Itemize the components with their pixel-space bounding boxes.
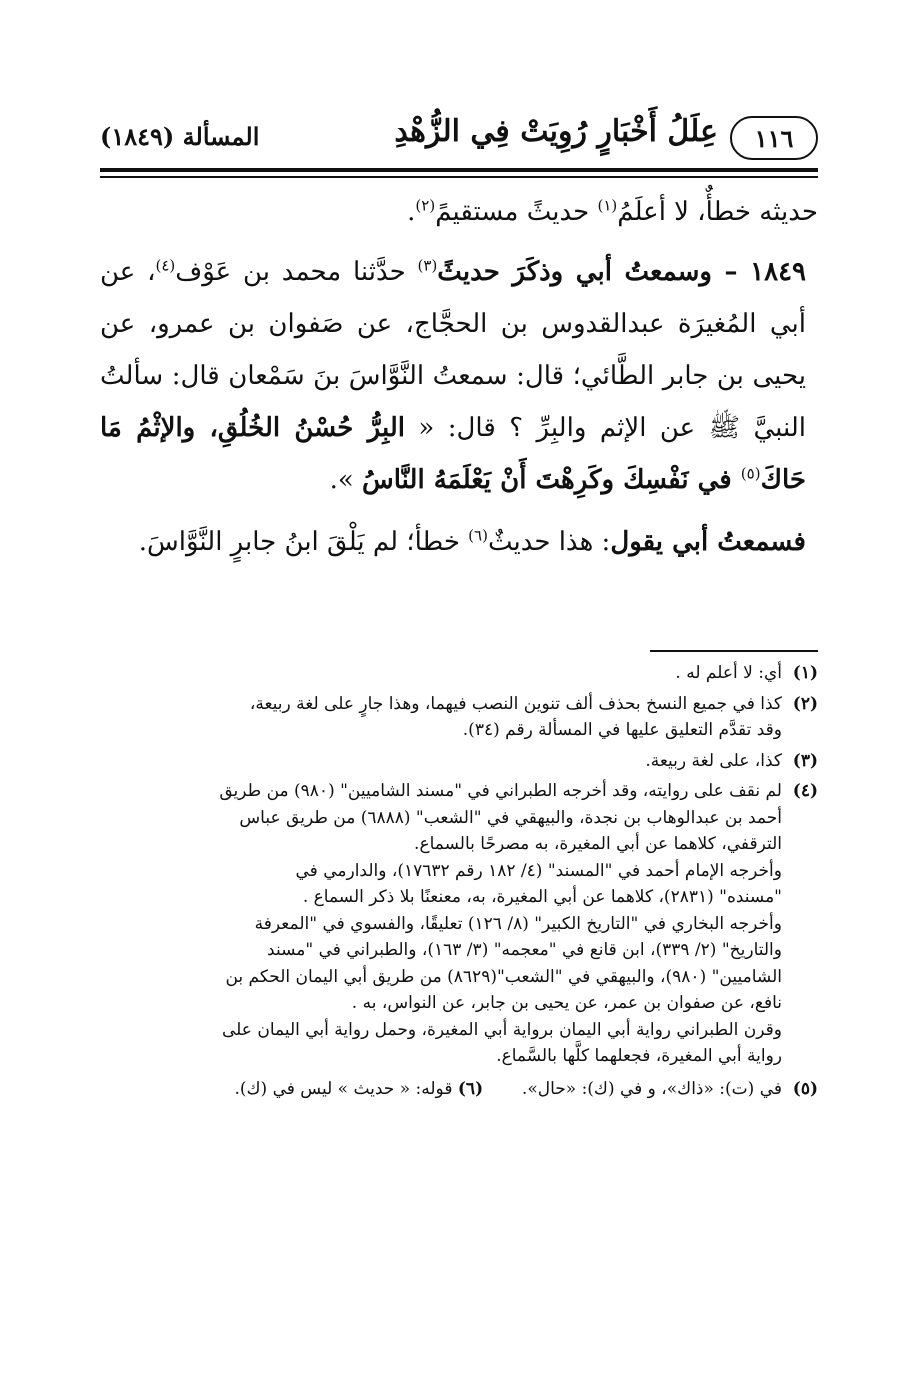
footnote-5-6 [100, 1076, 818, 1103]
footnote-line: والتاريخ" (٢/ ٣٣٩)، ابن قانع في "معجمه" (٣/ ١٦٣)، والطبراني في "مسند [267, 940, 782, 960]
book-title: عِلَلُ أَخْبَارٍ رُوِيَتْ فِي الزُّهْدِ [394, 114, 718, 149]
footnote-ref: (١) [597, 196, 618, 215]
footnote-2 [100, 691, 818, 744]
page-header [100, 112, 818, 164]
footnote-text: في (ت): «ذاك»، و في (ك): «حال». [521, 1078, 782, 1099]
footnote-line: "مسنده" (٢٨٣١)، كلاهما عن أبي المغيرة، به، معنعنًا بلا ذكر السماع . [302, 887, 782, 907]
header-rule-thin [100, 176, 818, 178]
main-text-run: حدَّثنا محمد بن عَوْف [175, 257, 418, 287]
footnote-1 [100, 660, 818, 687]
footnote-mark: (٢) [792, 693, 818, 714]
footnote-line: وأخرجه البخاري في "التاريخ الكبير" (٨/ ١٢٦) تعليقًا، والفسوي في "المعرفة [254, 913, 782, 934]
footnote-mark: (٤) [792, 781, 818, 801]
footnote-3 [100, 748, 818, 775]
footnote-line: رواية أبي المغيرة، فجعلهما كلَّها بالسَّماع. [496, 1046, 782, 1066]
main-text-run: خطأ؛ لم يَلْقَ ابنُ جابرٍ النَّوَّاسَ. [138, 527, 469, 557]
main-text [100, 186, 818, 568]
footnote-ref: (٣) [417, 256, 438, 275]
main-text-run: حديثه خطأٌ، لا أعلَمُ [617, 197, 818, 227]
hadith-text: في نَفْسِكَ وكَرِهْتَ أَنْ يَعْلَمَهُ النَّاسُ [362, 465, 741, 495]
footnote-mark: (٣) [792, 750, 818, 771]
footnote-line: الشاميين" (٩٨٠)، والبيهقي في "الشعب"(٨٦٢٩) من طريق أبي اليمان الحكم بن [225, 966, 782, 987]
footnote-line: لم نقف على روايته، وقد أخرجه الطبراني في "مسند الشاميين" (٩٨٠) من طريق [219, 781, 782, 801]
footnote-line: وقرن الطبراني رواية أبي اليمان برواية أبي المغيرة، وحمل رواية أبي اليمان على [221, 1019, 782, 1040]
footnote-line: كذا في جميع النسخ بحذف ألف تنوين النصب فيهما، وهذا جارٍ على لغة ربيعة، [249, 693, 782, 714]
main-paragraph-1 [100, 186, 818, 238]
footnote-separator [650, 650, 818, 652]
footnote-mark: (١) [792, 663, 818, 683]
footnote-line: وأخرجه الإمام أحمد في "المسند" (٤/ ١٨٢ رقم ١٧٦٣٢)، والدارمي في [295, 860, 782, 881]
footnote-line: نافع، عن صفوان بن عمر، عن يحيى بن جابر، عن النواس، به . [351, 993, 782, 1013]
footnote-line: أي: لا أعلم له . [675, 663, 782, 683]
footnote-ref: (٥) [740, 464, 761, 483]
main-text-run: ، عن أبي المُغيرَة عبدالقدوس بن الحجَّاج، عن صَفوان بن عمرو، عن يحيى بن جابر الطَّائي؛ قال: سمعتُ النَّوَّاسَ بنَ سَمْعان قال: سألتُ النبيَّ ﷺ عن الإثم والبِرِّ ؟ قال: « [100, 257, 806, 443]
page-number: ١١٦ [754, 123, 794, 153]
footnote-ref: (٦) [468, 526, 488, 545]
footnote-text: قوله: « حديث » ليس في (ك). [234, 1078, 453, 1099]
main-paragraph-2 [100, 246, 818, 506]
footnotes [100, 660, 818, 1102]
footnote-ref: (٢) [415, 196, 436, 215]
main-text-run: : هذا حديثٌ [487, 527, 611, 557]
main-text-run: ». [329, 465, 363, 495]
footnote-line: الترقفي، كلاهما عن أبي المغيرة، به مصرحًا بالسماع. [414, 834, 782, 854]
main-text-run: . [407, 197, 416, 227]
footnote-line: أحمد بن عبدالوهاب بن نجدة، والبيهقي في "الشعب" (٦٨٨٨) من طريق عباس [239, 807, 782, 828]
footnote-line: كذا، على لغة ربيعة. [645, 750, 782, 771]
footnote-mark: (٥) [792, 1078, 818, 1099]
footnote-mark: (٦) [457, 1078, 484, 1099]
issue-number: ١٨٤٩ [750, 257, 806, 287]
footnote-4 [100, 778, 818, 1070]
main-text-run: فسمعتُ أبي يقول [610, 527, 806, 557]
main-text-run: حديثً مستقيمً [435, 197, 598, 227]
footnote-ref: (٤) [155, 256, 176, 275]
issue-label: المسألة (١٨٤٩) [100, 122, 260, 151]
hadith-text: البِرُّ حُسْنُ الخُلُقِ، والإثْمُ مَا حَاكَ [100, 413, 806, 495]
main-paragraph-3 [100, 516, 818, 568]
page-number-badge [730, 116, 818, 160]
header-rule-thick [100, 168, 818, 172]
footnote-line: وقد تقدَّم التعليق عليها في المسألة رقم (٣٤). [462, 720, 782, 740]
main-text-run: – وسمعتُ أبي وذكَرَ حديثً [437, 257, 751, 287]
